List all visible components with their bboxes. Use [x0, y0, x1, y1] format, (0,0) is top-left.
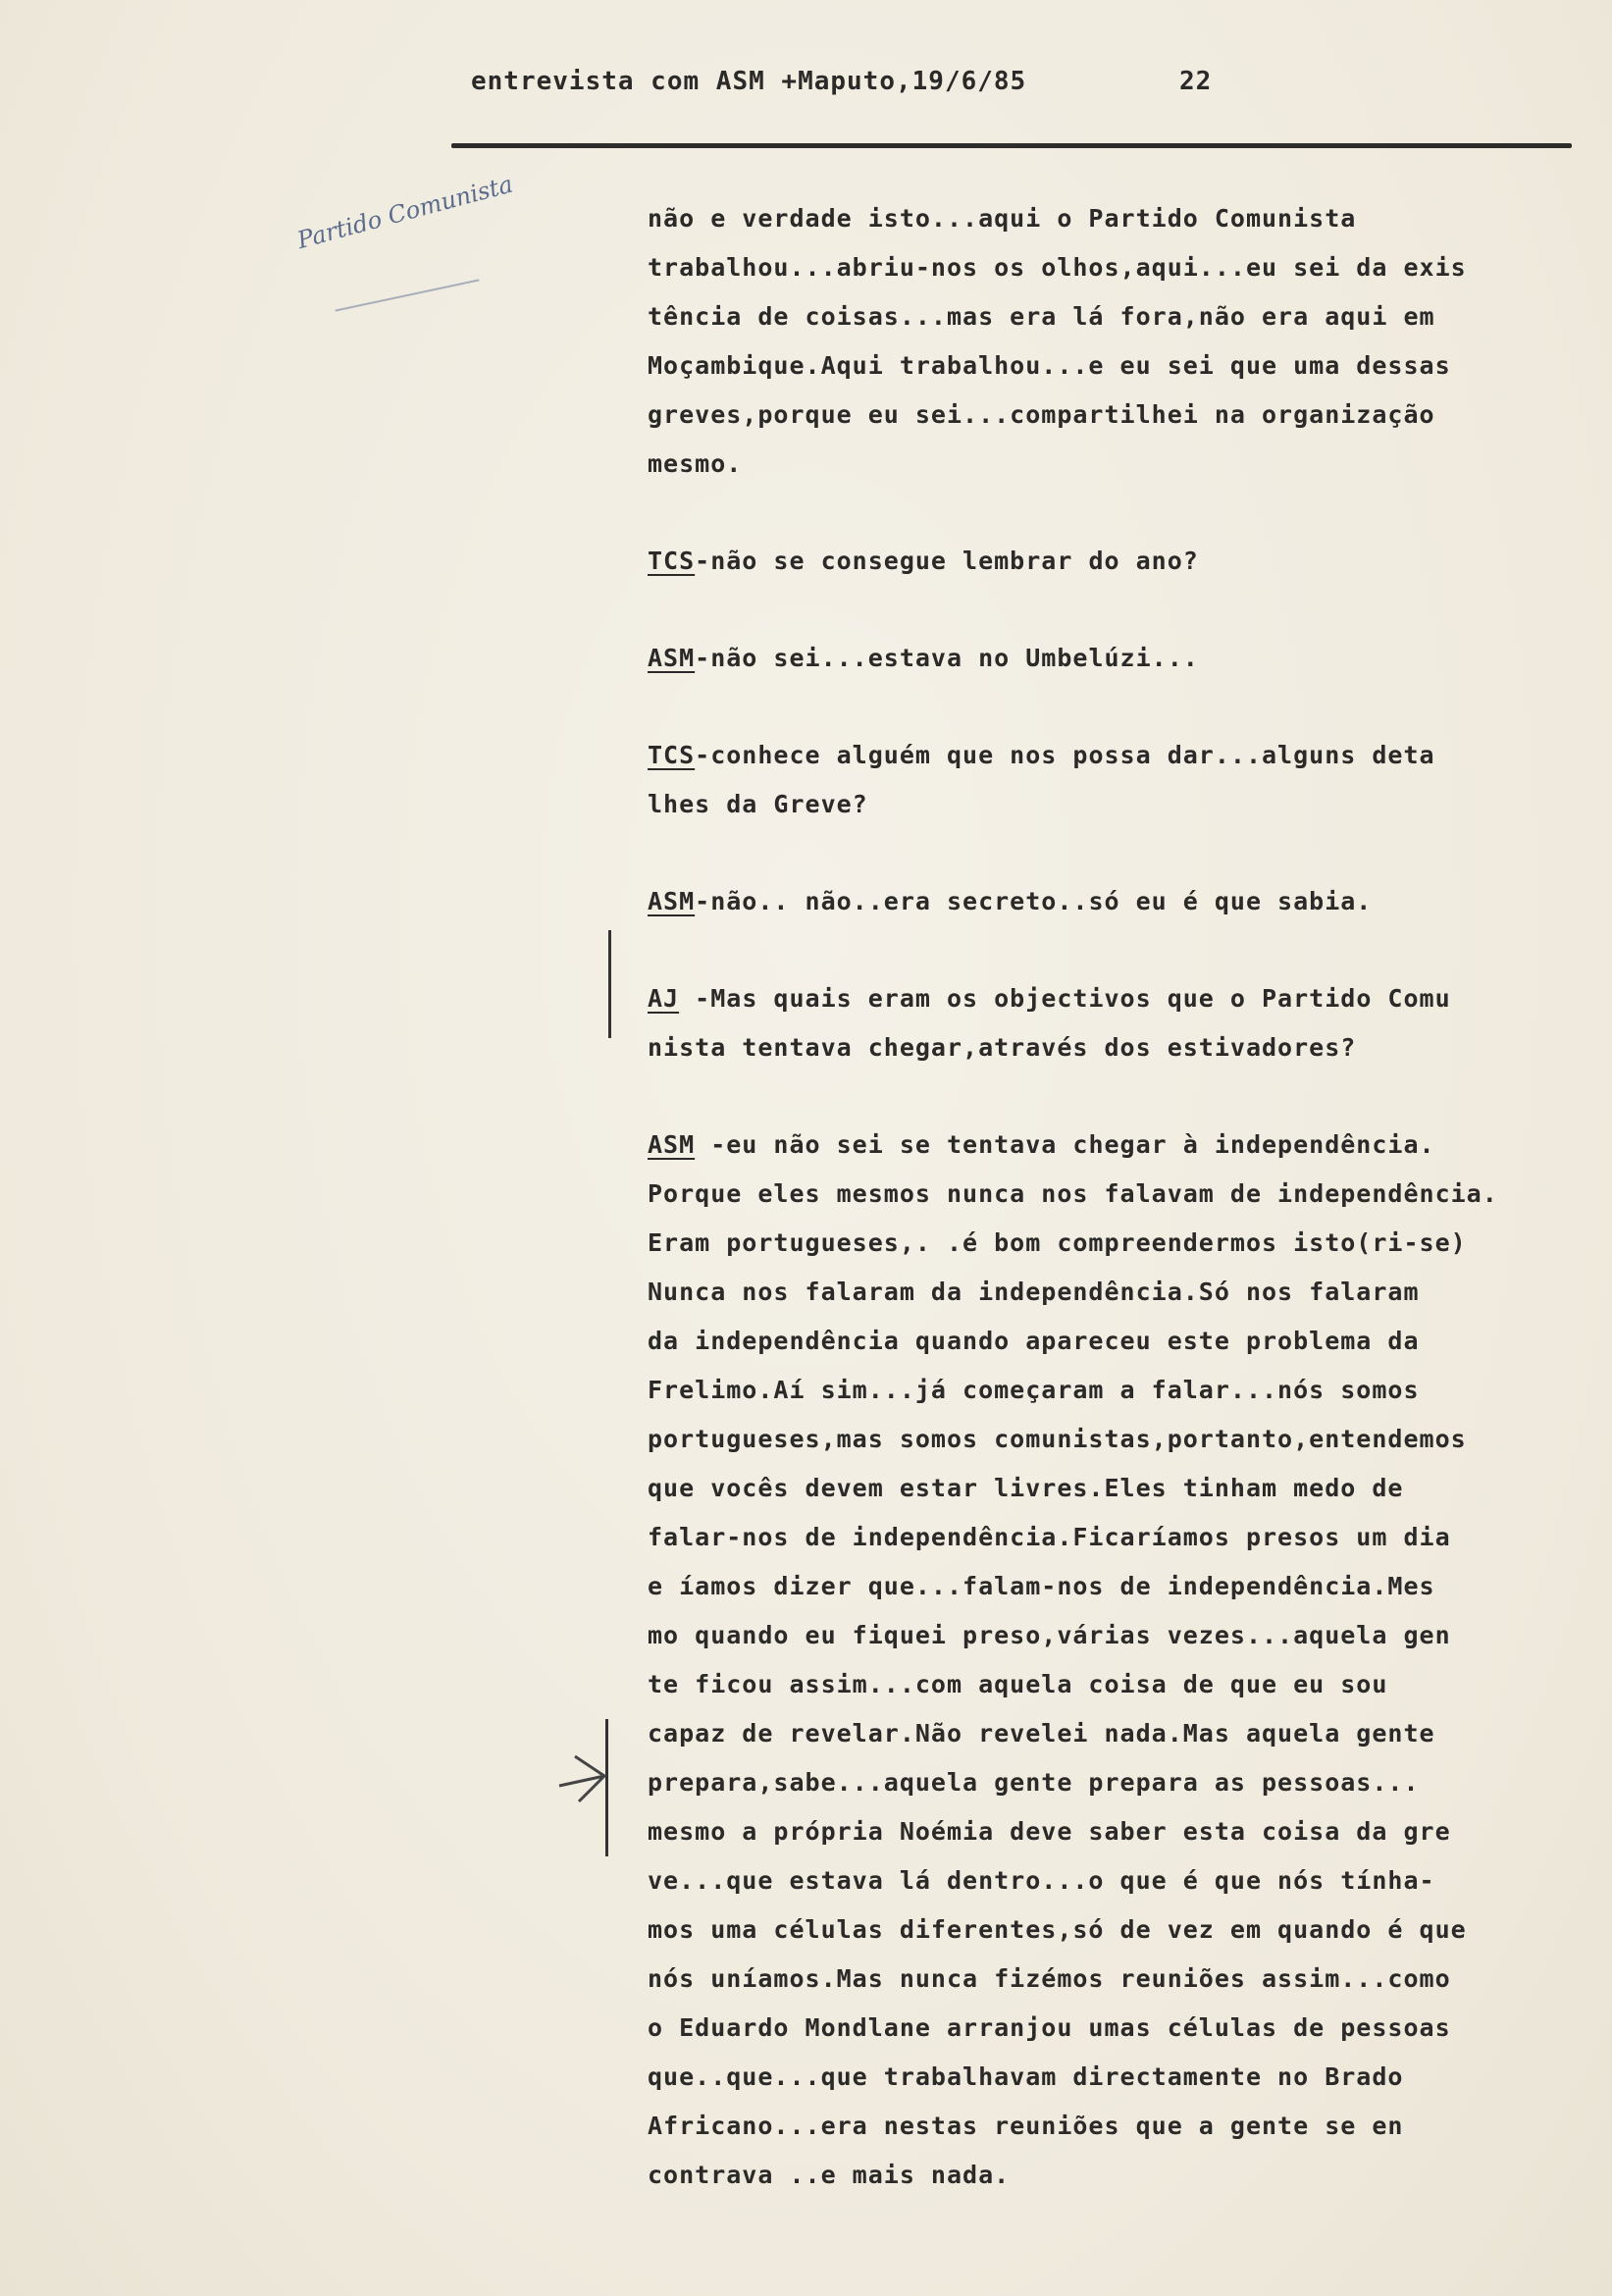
speaker-label: TCS	[648, 741, 696, 769]
line-text: portugueses,mas somos comunistas,portanto,entendemos	[648, 1425, 1467, 1453]
line-text: trabalhou...abriu-nos os olhos,aqui...eu sei da exis	[648, 253, 1467, 282]
line-text: lhes da Greve?	[648, 790, 868, 818]
line-text: tência de coisas...mas era lá fora,não era aqui em	[648, 302, 1435, 331]
transcript-paragraph	[648, 974, 1560, 1072]
transcript-line	[648, 634, 1560, 683]
line-text: mos uma células diferentes,só de vez em quando é que	[648, 1915, 1467, 1944]
line-text: prepara,sabe...aquela gente prepara as pessoas...	[648, 1768, 1420, 1797]
line-text: -conhece alguém que nos possa dar...alguns deta	[695, 741, 1435, 769]
transcript-line	[648, 1611, 1560, 1660]
transcript-line	[648, 1219, 1560, 1268]
line-text: te ficou assim...com aquela coisa de que eu sou	[648, 1670, 1388, 1698]
line-text: Nunca nos falaram da independência.Só nos falaram	[648, 1278, 1420, 1306]
line-text: contrava ..e mais nada.	[648, 2161, 1011, 2189]
line-text: falar-nos de independência.Ficaríamos presos um dia	[648, 1523, 1451, 1551]
line-text: mesmo a própria Noémia deve saber esta coisa da gre	[648, 1817, 1451, 1846]
transcript-line	[648, 1905, 1560, 1955]
line-text: mo quando eu fiquei preso,várias vezes...aquela gen	[648, 1621, 1451, 1649]
transcript-line	[648, 1415, 1560, 1464]
transcript-line	[648, 1955, 1560, 2004]
transcript-line	[648, 1513, 1560, 1562]
transcript-line	[648, 1660, 1560, 1709]
transcript-line	[648, 1121, 1560, 1170]
header-title: entrevista com ASM +Maputo,19/6/85	[471, 67, 1027, 96]
transcript-line	[648, 2053, 1560, 2102]
line-text: -Mas quais eram os objectivos que o Partido Comu	[679, 984, 1451, 1013]
transcript-line	[648, 391, 1560, 440]
line-text: Frelimo.Aí sim...já começaram a falar...nós somos	[648, 1376, 1420, 1404]
speaker-label: ASM	[648, 1130, 696, 1159]
transcript-line	[648, 1856, 1560, 1905]
line-text: ve...que estava lá dentro...o que é que nós tínha-	[648, 1866, 1435, 1895]
line-text: que vocês devem estar livres.Eles tinham medo de	[648, 1474, 1404, 1502]
transcript-line	[648, 2102, 1560, 2151]
margin-bracket-mark	[608, 930, 611, 1038]
line-text: não e verdade isto...aqui o Partido Comunista	[648, 204, 1357, 233]
transcript-line	[648, 194, 1560, 243]
transcript-body	[648, 194, 1560, 2248]
transcript-line	[648, 1268, 1560, 1317]
speaker-label: ASM	[648, 644, 696, 672]
line-text: mesmo.	[648, 449, 743, 478]
line-text: Eram portugueses,. .é bom compreendermos isto(ri-se)	[648, 1228, 1467, 1257]
line-text: capaz de revelar.Não revelei nada.Mas aquela gente	[648, 1719, 1435, 1748]
line-text: Moçambique.Aqui trabalhou...e eu sei que uma dessas	[648, 351, 1451, 380]
transcript-line	[648, 731, 1560, 780]
transcript-line	[648, 292, 1560, 341]
line-text: da independência quando apareceu este problema da	[648, 1327, 1420, 1355]
transcript-paragraph	[648, 1121, 1560, 2200]
speaker-label: AJ	[648, 984, 680, 1013]
line-text: nós uníamos.Mas nunca fizémos reuniões assim...como	[648, 1964, 1451, 1993]
line-text: greves,porque eu sei...compartilhei na organização	[648, 400, 1435, 429]
transcript-line	[648, 877, 1560, 926]
margin-arrow-icon	[555, 1747, 614, 1805]
transcript-line	[648, 537, 1560, 586]
line-text: Africano...era nestas reuniões que a gente se en	[648, 2112, 1404, 2140]
line-text: -não se consegue lembrar do ano?	[695, 547, 1199, 575]
line-text: o Eduardo Mondlane arranjou umas células de pessoas	[648, 2013, 1451, 2042]
transcript-line	[648, 1170, 1560, 1219]
transcript-line	[648, 243, 1560, 292]
transcript-line	[648, 1317, 1560, 1366]
transcript-paragraph	[648, 537, 1560, 586]
transcript-line	[648, 2151, 1560, 2200]
transcript-line	[648, 1807, 1560, 1856]
transcript-paragraph	[648, 194, 1560, 489]
transcript-line	[648, 780, 1560, 829]
transcript-line	[648, 1023, 1560, 1072]
line-text: -eu não sei se tentava chegar à independência.	[695, 1130, 1435, 1159]
line-text: nista tentava chegar,através dos estivadores?	[648, 1033, 1357, 1062]
transcript-line	[648, 341, 1560, 391]
line-text: -não.. não..era secreto..só eu é que sabia.	[695, 887, 1373, 915]
transcript-line	[648, 1366, 1560, 1415]
speaker-label: TCS	[648, 547, 696, 575]
transcript-paragraph	[648, 877, 1560, 926]
transcript-line	[648, 974, 1560, 1023]
transcript-line	[648, 1562, 1560, 1611]
line-text: Porque eles mesmos nunca nos falavam de independência.	[648, 1179, 1498, 1208]
speaker-label: ASM	[648, 887, 696, 915]
page-header	[471, 67, 1213, 96]
line-text: -não sei...estava no Umbelúzi...	[695, 644, 1199, 672]
handwritten-margin-note: Partido Comunista	[294, 170, 516, 255]
transcript-line	[648, 1709, 1560, 1758]
line-text: que..que...que trabalhavam directamente no Brado	[648, 2062, 1404, 2091]
handwritten-underline	[335, 279, 479, 311]
line-text: e íamos dizer que...falam-nos de independência.Mes	[648, 1572, 1435, 1600]
transcript-line	[648, 1464, 1560, 1513]
transcript-line	[648, 440, 1560, 489]
transcript-line	[648, 2004, 1560, 2053]
transcript-paragraph	[648, 731, 1560, 829]
page-number: 22	[1179, 67, 1213, 96]
header-rule	[451, 143, 1572, 148]
transcript-line	[648, 1758, 1560, 1807]
transcript-paragraph	[648, 634, 1560, 683]
